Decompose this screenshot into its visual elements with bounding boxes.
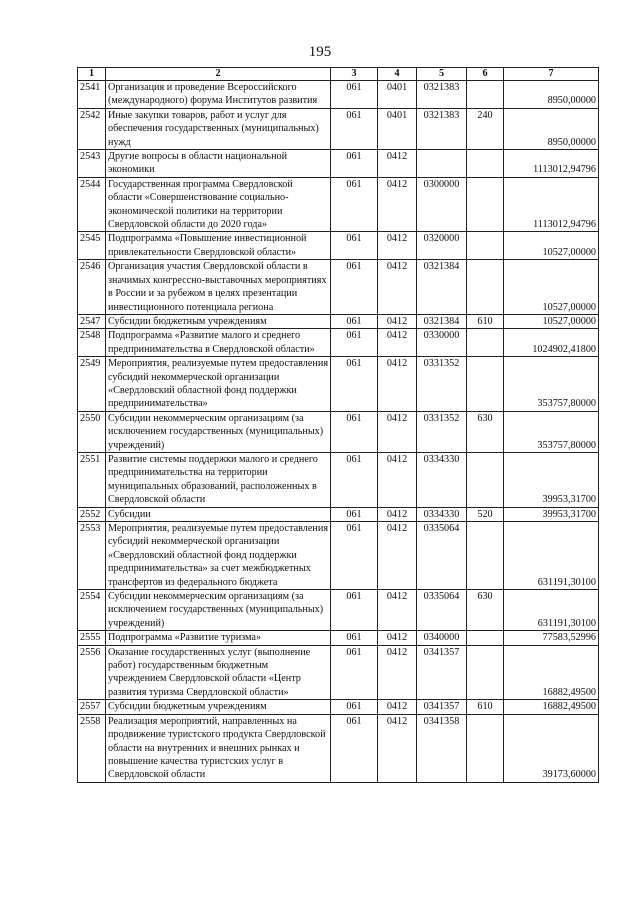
row-expense-type	[467, 631, 504, 645]
row-admin-code: 061	[331, 150, 378, 178]
row-number: 2554	[78, 590, 106, 631]
row-number: 2542	[78, 108, 106, 149]
row-name: Субсидии бюджетным учреждениям	[106, 700, 331, 714]
row-admin-code: 061	[331, 631, 378, 645]
table-row	[78, 452, 599, 507]
row-target-code: 0331352	[417, 411, 467, 452]
row-section-code: 0412	[378, 232, 417, 260]
row-section-code: 0412	[378, 590, 417, 631]
row-number: 2557	[78, 700, 106, 714]
row-expense-type: 630	[467, 411, 504, 452]
row-section-code: 0412	[378, 714, 417, 782]
row-name: Субсидии некоммерческим организациям (за исключением государственных (муниципальных) учреждений)	[106, 411, 331, 452]
row-amount: 631191,30100	[504, 590, 599, 631]
row-amount: 1024902,41800	[504, 329, 599, 357]
row-admin-code: 061	[331, 590, 378, 631]
page-number: 195	[308, 44, 332, 60]
row-number: 2555	[78, 631, 106, 645]
table-row	[78, 108, 599, 149]
table-row	[78, 177, 599, 232]
row-target-code: 0341357	[417, 700, 467, 714]
row-target-code: 0335064	[417, 522, 467, 590]
row-amount: 1113012,94796	[504, 150, 599, 178]
row-admin-code: 061	[331, 177, 378, 232]
row-target-code: 0321384	[417, 260, 467, 315]
row-number: 2552	[78, 507, 106, 521]
header-cell: 2	[106, 68, 331, 81]
row-amount: 8950,00000	[504, 81, 599, 109]
row-admin-code: 061	[331, 714, 378, 782]
row-expense-type: 240	[467, 108, 504, 149]
row-name: Реализация мероприятий, направленных на продвижение туристского продукта Свердловской области на внутренних и внешних рынках и повышение качества туристских услуг в Свердловской области	[106, 714, 331, 782]
row-target-code: 0321383	[417, 108, 467, 149]
row-section-code: 0412	[378, 357, 417, 412]
row-expense-type: 630	[467, 590, 504, 631]
row-name: Мероприятия, реализуемые путем предоставления субсидий некоммерческой организации «Свердловский областной фонд поддержки предпринимательства» за счет межбюджетных трансфертов из федерального бюджета	[106, 522, 331, 590]
row-admin-code: 061	[331, 357, 378, 412]
row-amount: 353757,80000	[504, 357, 599, 412]
row-number: 2549	[78, 357, 106, 412]
table-row	[78, 150, 599, 178]
row-expense-type	[467, 522, 504, 590]
row-amount: 1113012,94796	[504, 177, 599, 232]
row-expense-type	[467, 329, 504, 357]
row-number: 2545	[78, 232, 106, 260]
row-target-code: 0340000	[417, 631, 467, 645]
header-cell: 1	[78, 68, 106, 81]
row-expense-type	[467, 232, 504, 260]
row-number: 2546	[78, 260, 106, 315]
row-number: 2551	[78, 452, 106, 507]
row-admin-code: 061	[331, 260, 378, 315]
header-cell: 3	[331, 68, 378, 81]
row-amount: 631191,30100	[504, 522, 599, 590]
row-name: Развитие системы поддержки малого и среднего предпринимательства на территории муниципальных образований, расположенных в Свердловской области	[106, 452, 331, 507]
table-row	[78, 507, 599, 521]
table-row	[78, 645, 599, 700]
row-amount: 8950,00000	[504, 108, 599, 149]
row-amount: 39953,31700	[504, 452, 599, 507]
row-target-code: 0331352	[417, 357, 467, 412]
table-row	[78, 329, 599, 357]
row-number: 2558	[78, 714, 106, 782]
row-expense-type	[467, 714, 504, 782]
row-section-code: 0401	[378, 81, 417, 109]
table-row	[78, 590, 599, 631]
header-cell: 6	[467, 68, 504, 81]
row-amount: 10527,00000	[504, 314, 599, 328]
row-amount: 39953,31700	[504, 507, 599, 521]
header-cell: 5	[417, 68, 467, 81]
row-admin-code: 061	[331, 522, 378, 590]
row-amount: 39173,60000	[504, 714, 599, 782]
header-cell: 7	[504, 68, 599, 81]
row-admin-code: 061	[331, 452, 378, 507]
row-name: Подпрограмма «Развитие малого и среднего предпринимательства в Свердловской области»	[106, 329, 331, 357]
row-amount: 353757,80000	[504, 411, 599, 452]
row-expense-type	[467, 81, 504, 109]
row-expense-type	[467, 452, 504, 507]
row-admin-code: 061	[331, 507, 378, 521]
row-target-code: 0334330	[417, 507, 467, 521]
row-admin-code: 061	[331, 329, 378, 357]
row-expense-type	[467, 645, 504, 700]
row-expense-type	[467, 357, 504, 412]
row-section-code: 0412	[378, 452, 417, 507]
row-name: Субсидии бюджетным учреждениям	[106, 314, 331, 328]
row-expense-type: 610	[467, 314, 504, 328]
row-target-code: 0321383	[417, 81, 467, 109]
row-admin-code: 061	[331, 108, 378, 149]
row-admin-code: 061	[331, 411, 378, 452]
table-row	[78, 232, 599, 260]
row-section-code: 0412	[378, 314, 417, 328]
row-number: 2547	[78, 314, 106, 328]
row-admin-code: 061	[331, 314, 378, 328]
row-section-code: 0412	[378, 522, 417, 590]
row-name: Субсидии некоммерческим организациям (за исключением государственных (муниципальных) учреждений)	[106, 590, 331, 631]
row-target-code: 0321384	[417, 314, 467, 328]
row-number: 2556	[78, 645, 106, 700]
row-name: Мероприятия, реализуемые путем предоставления субсидий некоммерческой организации «Свердловский областной фонд поддержки предпринимательства»	[106, 357, 331, 412]
row-name: Иные закупки товаров, работ и услуг для обеспечения государственных (муниципальных) нужд	[106, 108, 331, 149]
row-target-code	[417, 150, 467, 178]
row-target-code: 0300000	[417, 177, 467, 232]
row-section-code: 0412	[378, 631, 417, 645]
row-target-code: 0341357	[417, 645, 467, 700]
row-section-code: 0412	[378, 411, 417, 452]
row-amount: 16882,49500	[504, 700, 599, 714]
table-row	[78, 714, 599, 782]
row-admin-code: 061	[331, 700, 378, 714]
row-section-code: 0412	[378, 260, 417, 315]
row-name: Оказание государственных услуг (выполнение работ) государственным бюджетным учреждением Свердловской области «Центр развития туризма Свердловской области»	[106, 645, 331, 700]
row-expense-type: 520	[467, 507, 504, 521]
row-number: 2548	[78, 329, 106, 357]
row-name: Подпрограмма «Развитие туризма»	[106, 631, 331, 645]
table-row	[78, 260, 599, 315]
row-number: 2541	[78, 81, 106, 109]
row-number: 2550	[78, 411, 106, 452]
table-row	[78, 357, 599, 412]
table-row	[78, 411, 599, 452]
row-section-code: 0412	[378, 507, 417, 521]
row-section-code: 0412	[378, 177, 417, 232]
row-target-code: 0335064	[417, 590, 467, 631]
row-name: Организация участия Свердловской области в значимых конгрессно-выставочных мероприятиях в России и за рубежом в целях презентации инвестиционного потенциала региона	[106, 260, 331, 315]
row-number: 2543	[78, 150, 106, 178]
header-row	[78, 68, 599, 81]
row-number: 2544	[78, 177, 106, 232]
row-target-code: 0330000	[417, 329, 467, 357]
row-section-code: 0401	[378, 108, 417, 149]
row-name: Субсидии	[106, 507, 331, 521]
row-section-code: 0412	[378, 329, 417, 357]
row-amount: 10527,00000	[504, 232, 599, 260]
row-expense-type: 610	[467, 700, 504, 714]
row-target-code: 0334330	[417, 452, 467, 507]
row-expense-type	[467, 260, 504, 315]
table-row	[78, 522, 599, 590]
row-section-code: 0412	[378, 700, 417, 714]
row-name: Другие вопросы в области национальной экономики	[106, 150, 331, 178]
row-section-code: 0412	[378, 645, 417, 700]
row-admin-code: 061	[331, 232, 378, 260]
row-section-code: 0412	[378, 150, 417, 178]
row-target-code: 0320000	[417, 232, 467, 260]
row-expense-type	[467, 150, 504, 178]
table-row	[78, 81, 599, 109]
row-name: Организация и проведение Всероссийского (международного) форума Институтов развития	[106, 81, 331, 109]
table-row	[78, 314, 599, 328]
table-row	[78, 700, 599, 714]
header-cell: 4	[378, 68, 417, 81]
table-row	[78, 631, 599, 645]
row-admin-code: 061	[331, 645, 378, 700]
row-expense-type	[467, 177, 504, 232]
row-amount: 10527,00000	[504, 260, 599, 315]
row-name: Подпрограмма «Повышение инвестиционной привлекательности Свердловской области»	[106, 232, 331, 260]
row-amount: 16882,49500	[504, 645, 599, 700]
row-number: 2553	[78, 522, 106, 590]
budget-table	[77, 67, 599, 783]
row-admin-code: 061	[331, 81, 378, 109]
row-amount: 77583,52996	[504, 631, 599, 645]
row-target-code: 0341358	[417, 714, 467, 782]
row-name: Государственная программа Свердловской области «Совершенствование социально-экономической политики на территории Свердловской области до 2020 года»	[106, 177, 331, 232]
